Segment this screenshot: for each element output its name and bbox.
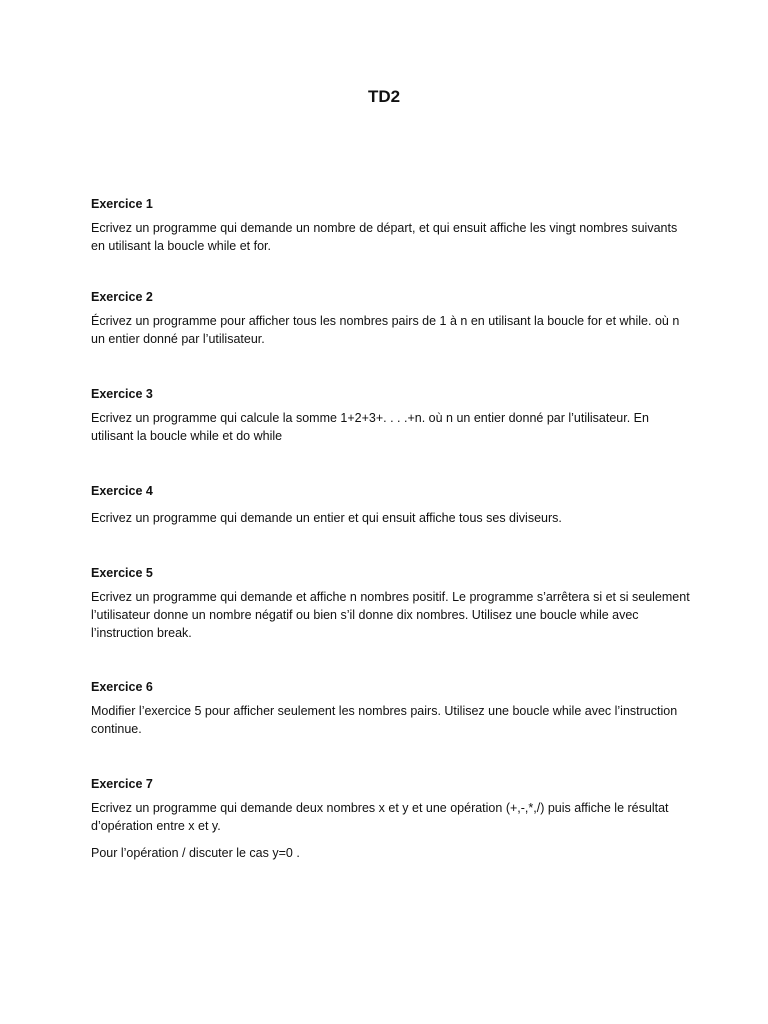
exercise-heading: Exercice 5 bbox=[91, 566, 153, 580]
exercise-1 bbox=[91, 196, 691, 255]
exercise-heading: Exercice 2 bbox=[91, 290, 153, 304]
exercise-heading: Exercice 1 bbox=[91, 197, 153, 211]
exercise-text: Écrivez un programme pour afficher tous les nombres pairs de 1 à n en utilisant la boucle for et while. où n un entier donné par l’utilisateur. bbox=[91, 314, 680, 346]
exercise-2 bbox=[91, 289, 691, 348]
exercise-7 bbox=[91, 776, 691, 862]
exercise-5 bbox=[91, 565, 691, 642]
exercise-heading: Exercice 6 bbox=[91, 680, 153, 694]
exercise-heading: Exercice 3 bbox=[91, 387, 153, 401]
document-title: TD2 bbox=[367, 87, 401, 106]
exercise-text: Ecrivez un programme qui demande un entier et qui ensuit affiche tous ses diviseurs. bbox=[91, 511, 562, 525]
exercise-6 bbox=[91, 679, 691, 738]
exercise-note: Pour l’opération / discuter le cas y=0 . bbox=[91, 846, 300, 860]
exercise-text: Ecrivez un programme qui calcule la somme 1+2+3+. . . .+n. où n un entier donné par l’utilisateur. En utilisant la boucle while et do while bbox=[91, 411, 649, 443]
exercise-3 bbox=[91, 386, 691, 445]
exercise-text: Modifier l’exercice 5 pour afficher seulement les nombres pairs. Utilisez une boucle while avec l’instruction continue. bbox=[91, 704, 678, 736]
exercise-text: Ecrivez un programme qui demande et affiche n nombres positif. Le programme s’arrêtera si et si seulement l’utilisateur donne un nombre négatif ou bien s’il donne dix nombres. Utilisez une boucle while avec l’instruction break. bbox=[91, 590, 690, 640]
exercise-text: Ecrivez un programme qui demande un nombre de départ, et qui ensuit affiche les vingt nombres suivants en utilisant la boucle while et for. bbox=[91, 221, 678, 253]
exercise-4 bbox=[91, 483, 691, 527]
exercise-heading: Exercice 4 bbox=[91, 484, 153, 498]
exercise-heading: Exercice 7 bbox=[91, 777, 153, 791]
exercise-text: Ecrivez un programme qui demande deux nombres x et y et une opération (+,-,*,/) puis affiche le résultat d’opération entre x et y. bbox=[91, 801, 669, 833]
